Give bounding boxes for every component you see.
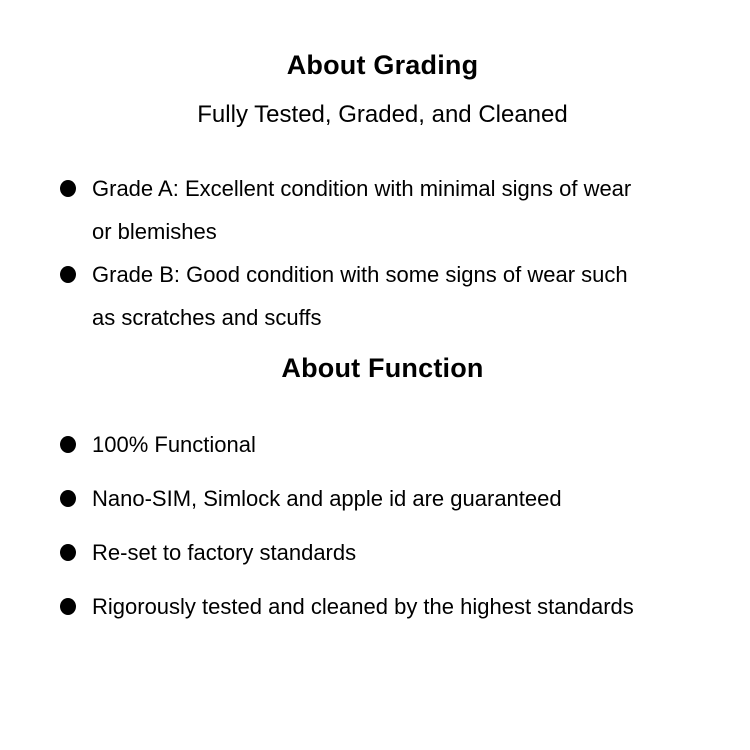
function-list [60,423,705,628]
list-item-text: Nano-SIM, Simlock and apple id are guaranteed [92,486,562,511]
list-item-text: Rigorously tested and cleaned by the highest standards [92,594,634,619]
list-item-text: 100% Functional [92,432,256,457]
bullet-icon [60,180,76,197]
list-item-sim-guarantee [60,477,705,520]
list-item-functional [60,423,705,466]
list-item-grade-a [60,167,705,253]
grading-section-title: About Grading [286,50,479,80]
bullet-icon [60,544,76,561]
grading-subtitle: Fully Tested, Graded, and Cleaned [197,101,568,128]
list-item-factory-reset [60,531,705,574]
bullet-icon [60,598,76,615]
bullet-icon [60,436,76,453]
bullet-icon [60,266,76,283]
function-section-title: About Function [281,353,484,383]
bullet-icon [60,490,76,507]
list-item-grade-b [60,253,705,339]
grading-list [60,167,705,339]
list-item-text: Grade A: Excellent condition with minimal signs of wear or blemishes [92,176,632,244]
list-item-tested-cleaned [60,585,705,628]
list-item-text: Grade B: Good condition with some signs of wear such as scratches and scuffs [92,262,628,330]
list-item-text: Re-set to factory standards [92,540,357,565]
